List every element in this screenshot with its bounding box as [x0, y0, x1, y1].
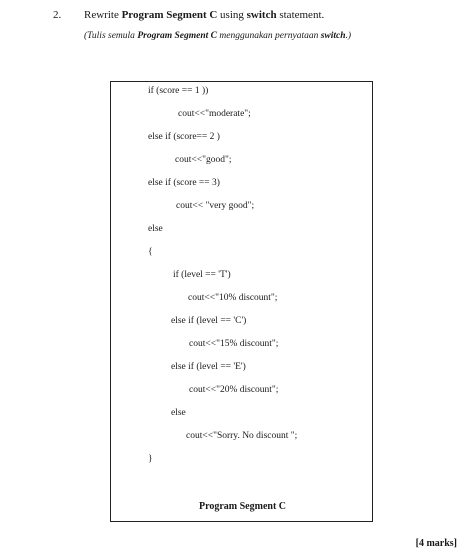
code-line: else if (level == 'E'): [171, 362, 246, 372]
question-ms-mid: menggunakan pernyataan: [217, 31, 321, 41]
code-line: }: [148, 454, 153, 464]
code-line: else if (score == 3): [148, 178, 220, 188]
code-line: cout<<"good";: [175, 155, 232, 165]
question-ms-prefix: (Tulis semula: [84, 31, 138, 41]
code-line: if (score == 1 )): [148, 86, 209, 96]
question-en-suffix: statement.: [276, 9, 325, 21]
question-ms-segment-name: Program Segment C: [137, 31, 218, 41]
code-line: cout<<"moderate";: [178, 109, 251, 119]
question-en-keyword: switch: [246, 9, 277, 21]
code-line: {: [148, 247, 153, 257]
program-segment-caption: Program Segment C: [198, 501, 287, 512]
question-ms-suffix: .): [345, 31, 352, 41]
code-line: cout<< "very good";: [176, 201, 255, 211]
code-line: if (level == 'T'): [173, 270, 231, 280]
question-en-segment-name: Program Segment C: [121, 9, 218, 21]
program-segment-box: [110, 81, 373, 522]
question-text-english: [84, 9, 324, 21]
question-text-malay: [84, 31, 351, 41]
code-line: cout<<"10% discount";: [188, 293, 278, 303]
code-line: cout<<"20% discount";: [189, 385, 279, 395]
code-line: else: [171, 408, 186, 418]
code-line: cout<<"15% discount";: [189, 339, 279, 349]
question-number: 2.: [53, 9, 62, 21]
code-line: else: [148, 224, 163, 234]
marks-label: [4 marks]: [415, 538, 457, 549]
code-line: else if (level == 'C'): [171, 316, 247, 326]
question-en-prefix: Rewrite: [84, 9, 122, 21]
question-en-mid: using: [217, 9, 247, 21]
question-ms-keyword: switch: [320, 31, 346, 41]
code-line: else if (score== 2 ): [148, 132, 220, 142]
code-line: cout<<"Sorry. No discount ";: [186, 431, 298, 441]
